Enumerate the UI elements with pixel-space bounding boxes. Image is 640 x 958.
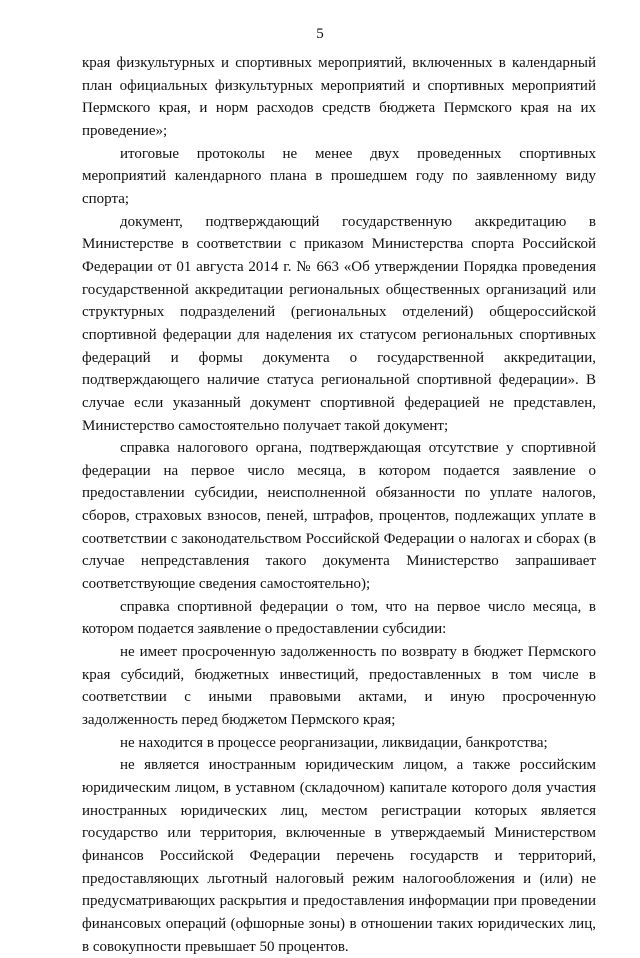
paragraph-no-reorganization: не находится в процессе реорганизации, ликвидации, банкротства; (120, 734, 548, 751)
paragraph-accreditation-document: документ, подтверждающий государственную аккредитацию в Министерстве в соответствии с приказом Министерства спорта Российской Федерации от 01 августа 2014 г. № 663 «Об утверждении Порядка проведения государственной аккредитации региональных общественных организаций или структурных подразделений (региональных отделений) общероссийской спортивной федерации для наделения их статусом региональных спортивных федераций и формы документа о государственной аккредитации, подтверждающего наличие статуса региональной спортивной федерации». В случае если указанный документ спортивной федерацией не представлен, Министерство самостоятельно получает такой документ; (82, 213, 596, 434)
paragraph-federation-certificate: справка спортивной федерации о том, что на первое число месяца, в котором подается заявление о предоставлении субсидии: (82, 598, 596, 638)
paragraph-no-overdue-debt: не имеет просроченную задолженность по возврату в бюджет Пермского края субсидий, бюджетных инвестиций, предоставленных в том числе в соответствии с иными правовыми актами, и иную просроченную задолженность перед бюджетом Пермского края; (82, 644, 596, 729)
paragraph-continuation: края физкультурных и спортивных мероприятий, включенных в календарный план официальных физкультурных мероприятий и спортивных мероприятий Пермского края, и норм расходов средств бюджета Пермского края на их проведение»; (82, 55, 596, 139)
paragraph-final-protocols: итоговые протоколы не менее двух проведенных спортивных мероприятий календарного плана в прошедшем году по заявленному виду спорта; (82, 145, 596, 207)
paragraph-not-foreign-entity: не является иностранным юридическим лицом, а также российским юридическим лицом, в уставном (складочном) капитале которого доля участия иностранных юридических лиц, местом регистрации которых является государство или территория, включенные в утверждаемый Министерством финансов Российской Федерации перечень государств и территорий, предоставляющих льготный налоговый режим налогообложения и (или) не предусматривающих раскрытия и предоставления информации при проведении финансовых операций (офшорные зоны) в отношении таких юридических лиц, в совокупности превышает 50 процентов. (82, 757, 596, 955)
document-body (82, 52, 596, 958)
page-number: 5 (316, 26, 324, 42)
paragraph-tax-certificate: справка налогового органа, подтверждающая отсутствие у спортивной федерации на первое число месяца, в котором подается заявление о предоставлении субсидии, неисполненной обязанности по уплате налогов, сборов, страховых взносов, пеней, штрафов, процентов, подлежащих уплате в соответствии с законодательством Российской Федерации о налогах и сборах (в случае непредставления такого документа Министерство запрашивает соответствующие сведения самостоятельно); (82, 440, 596, 593)
